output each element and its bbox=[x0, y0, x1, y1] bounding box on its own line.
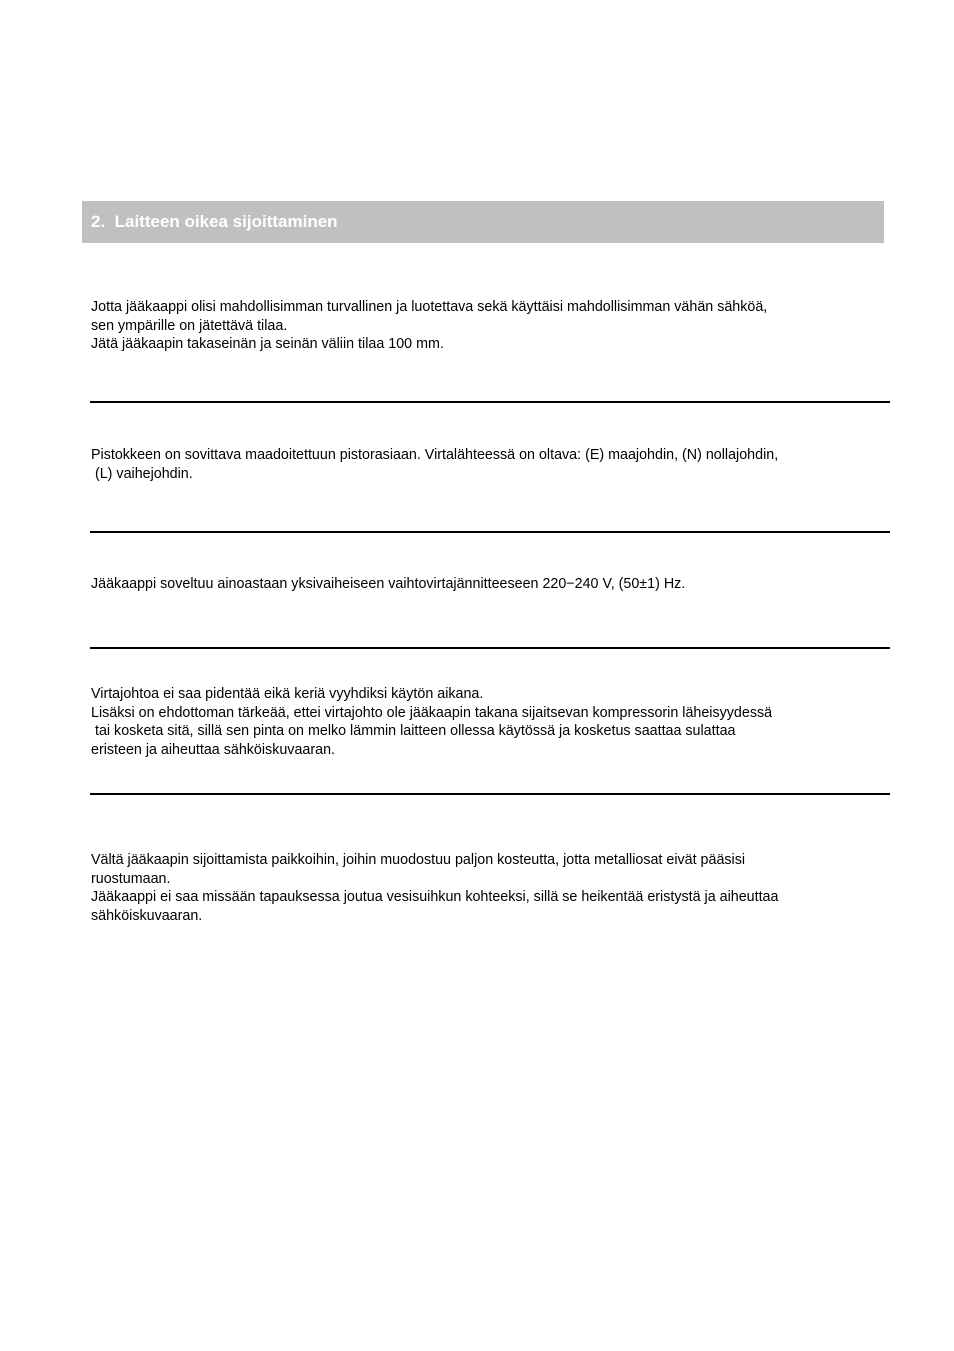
paragraph-line: ruostumaan. bbox=[91, 870, 171, 887]
paragraph-line: Jääkaappi soveltuu ainoastaan yksivaiheiseen vaihtovirtajännitteeseen 220−240 V, (50±1) Hz. bbox=[91, 576, 686, 592]
paragraph-line: sähköiskuvaaran. bbox=[91, 907, 203, 924]
paragraph-line: Jotta jääkaappi olisi mahdollisimman turvallinen ja luotettava sekä käyttäisi mahdollisimman vähän sähköä, bbox=[91, 299, 768, 315]
paragraph-line: sen ympärille on jätettävä tilaa. bbox=[91, 317, 288, 334]
paragraph-line: eristeen ja aiheuttaa sähköiskuvaaran. bbox=[91, 741, 335, 758]
section-header bbox=[82, 201, 884, 243]
paragraph-line: Jääkaappi ei saa missään tapauksessa joutua vesisuihkun kohteeksi, sillä se heikentää eristystä ja aiheuttaa bbox=[91, 889, 779, 906]
section-divider bbox=[90, 793, 890, 795]
paragraph-line: Vältä jääkaapin sijoittamista paikkoihin, joihin muodostuu paljon kosteutta, jotta metalliosat eivät pääsisi bbox=[91, 852, 746, 868]
section-divider bbox=[90, 401, 890, 403]
paragraph-line: Lisäksi on ehdottoman tärkeää, ettei virtajohto ole jääkaapin takana sijaitsevan kompressorin läheisyydessä bbox=[91, 704, 773, 721]
section-divider bbox=[90, 647, 890, 649]
paragraph-grounding bbox=[91, 446, 881, 483]
paragraph-line: Virtajohtoa ei saa pidentää eikä keriä vyyhdiksi käytön aikana. bbox=[91, 686, 484, 702]
section-title: 2. Laitteen oikea sijoittaminen bbox=[91, 212, 338, 231]
paragraph-power-cord bbox=[91, 685, 881, 759]
paragraph-line: tai kosketa sitä, sillä sen pinta on melko lämmin laitteen ollessa käytössä ja kosketus saattaa sulattaa bbox=[91, 723, 736, 740]
paragraph-line: (L) vaihejohdin. bbox=[91, 465, 193, 482]
paragraph-line: Jätä jääkaapin takaseinän ja seinän väliin tilaa 100 mm. bbox=[91, 336, 444, 353]
section-divider bbox=[90, 531, 890, 533]
paragraph-line: Pistokkeen on sovittava maadoitettuun pistorasiaan. Virtalähteessä on oltava: (E) maajohdin, (N) nollajohdin, bbox=[91, 447, 779, 463]
paragraph-clearance bbox=[91, 298, 881, 354]
paragraph-moisture bbox=[91, 851, 881, 925]
paragraph-voltage bbox=[91, 575, 881, 594]
